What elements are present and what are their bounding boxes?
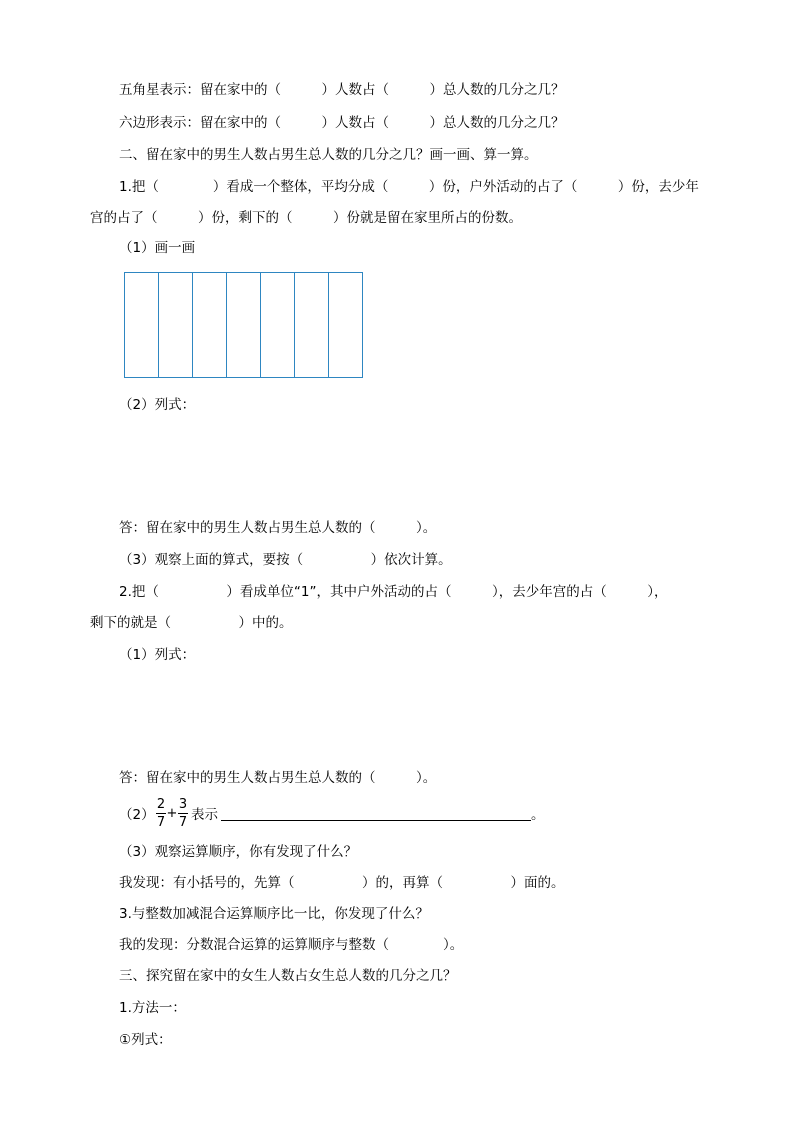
- grid-cell: [227, 273, 261, 377]
- line-star: 五角星表示：留在家中的（ ）人数占（ ）总人数的几分之几？: [119, 82, 565, 98]
- q1-text-a: 1.把（ ）看成一个整体，平均分成（ ）份，户外活动的占了（ ）份，去少年: [119, 179, 699, 195]
- method-one: 1.方法一：: [119, 1000, 186, 1016]
- q2-text-a: 2.把（ ）看成单位“1”，其中户外活动的占（ ），去少年宫的占（ ），: [119, 584, 668, 600]
- expr-prefix: （2）: [119, 807, 155, 823]
- line-hexagon: 六边形表示：留在家中的（ ）人数占（ ）总人数的几分之几？: [119, 115, 565, 131]
- section-two-heading: 二、留在家中的男生人数占男生总人数的几分之几？画一画、算一算。: [119, 147, 538, 163]
- expr-period: 。: [531, 807, 545, 823]
- formula-label-1: （2）列式：: [119, 397, 196, 413]
- frac2-bar: [178, 813, 188, 814]
- formula-label-2: （1）列式：: [119, 647, 196, 663]
- frac1-bar: [156, 813, 166, 814]
- observe-2: （3）观察运算顺序，你有发现了什么？: [119, 844, 358, 860]
- grid-cell: [125, 273, 159, 377]
- grid-cell: [193, 273, 227, 377]
- draw-label: （1）画一画: [119, 240, 196, 256]
- grid-cell: [329, 273, 362, 377]
- drawing-grid: [124, 272, 363, 378]
- frac2-den: 7: [178, 815, 188, 830]
- grid-cell: [159, 273, 193, 377]
- finding-2: 我的发现：分数混合运算的运算顺序与整数（ ）。: [119, 937, 464, 953]
- expr-means: 表示: [191, 807, 218, 823]
- frac1-num: 2: [156, 797, 166, 812]
- frac2-num: 3: [178, 797, 188, 812]
- formula-label-3: ①列式：: [119, 1032, 172, 1048]
- q2-text-b: 剩下的就是（ ）中的。: [90, 615, 293, 631]
- q1-text-b: 宫的占了（ ）份，剩下的（ ）份就是留在家里所占的份数。: [90, 210, 522, 226]
- answer-1: 答：留在家中的男生人数占男生总人数的（ ）。: [119, 520, 437, 536]
- q3-text: 3.与整数加减混合运算顺序比一比，你发现了什么？: [119, 906, 429, 922]
- frac1-den: 7: [156, 815, 166, 830]
- observe-1: （3）观察上面的算式，要按（ ）依次计算。: [119, 552, 452, 568]
- plus-sign: +: [166, 806, 178, 821]
- answer-underline: [221, 820, 531, 821]
- section-three-heading: 三、探究留在家中的女生人数占女生总人数的几分之几？: [119, 968, 457, 984]
- answer-2: 答：留在家中的男生人数占男生总人数的（ ）。: [119, 770, 437, 786]
- grid-cell: [261, 273, 295, 377]
- grid-cell: [295, 273, 329, 377]
- finding-1: 我发现：有小括号的，先算（ ）的，再算（ ）面的。: [119, 875, 565, 891]
